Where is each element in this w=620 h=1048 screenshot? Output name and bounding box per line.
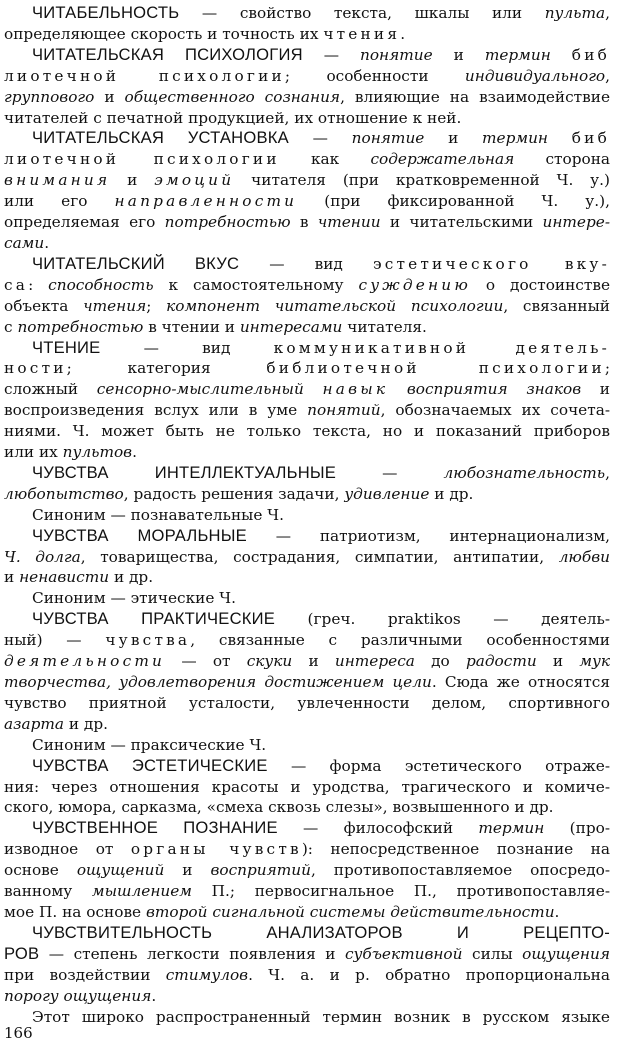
body-text: силы bbox=[462, 944, 523, 963]
emphasis-text: направленности bbox=[114, 192, 298, 211]
text-line bbox=[4, 484, 610, 505]
text-line bbox=[4, 233, 610, 254]
emphasis-text: понятий bbox=[307, 401, 381, 420]
body-text bbox=[548, 129, 572, 147]
text-line bbox=[4, 567, 610, 588]
emphasis-text: восприятия знаков bbox=[406, 380, 582, 399]
text-line bbox=[4, 839, 610, 860]
text-line bbox=[4, 128, 610, 149]
body-text: и bbox=[164, 861, 211, 880]
text-line bbox=[4, 630, 610, 651]
emphasis-text: любопытство bbox=[4, 484, 124, 503]
headword: ЧУВСТВЕННОЕ ПОЗНАНИЕ bbox=[32, 818, 278, 838]
emphasis-text: термин bbox=[482, 129, 549, 148]
body-text: и bbox=[94, 87, 125, 106]
body-text: , противопоставляемое опосредо- bbox=[310, 861, 610, 880]
emphasis-text: лиотечной психологии bbox=[4, 150, 280, 169]
body-text: до bbox=[414, 652, 466, 671]
emphasis-text: азарта bbox=[4, 714, 64, 733]
text-line bbox=[4, 317, 610, 338]
text-line bbox=[4, 902, 610, 923]
emphasis-text: восприятий bbox=[210, 861, 311, 880]
body-text: ; категория bbox=[66, 359, 267, 378]
emphasis-text: творчества, удовлетворения достижением цели bbox=[4, 673, 432, 691]
emphasis-text: чтении bbox=[317, 213, 381, 232]
body-text: — вид bbox=[239, 254, 373, 273]
emphasis-text: интереса bbox=[334, 652, 415, 671]
body-text: — форма эстетического отраже- bbox=[267, 756, 610, 775]
body-text: о достоинстве bbox=[471, 275, 610, 294]
body-text: ния: через отношения красоты и уродства, трагического и комиче- bbox=[4, 777, 610, 796]
body-text: ; особенности bbox=[284, 66, 465, 85]
emphasis-text: мук bbox=[579, 652, 610, 671]
body-text: — bbox=[302, 45, 360, 64]
emphasis-text: порогу ощущения bbox=[4, 986, 152, 1005]
emphasis-text: са bbox=[4, 275, 29, 294]
emphasis-text: общественного сознания bbox=[124, 87, 341, 106]
text-line bbox=[4, 149, 610, 170]
emphasis-text: эстетического вку- bbox=[372, 254, 610, 273]
body-text: основе bbox=[4, 861, 77, 880]
body-text: и bbox=[4, 568, 20, 587]
body-text: определяемая его bbox=[4, 213, 165, 232]
body-text: как bbox=[279, 150, 371, 169]
body-text: и читательскими bbox=[380, 213, 543, 232]
body-text: П.; первосигнальное П., противопоставляе- bbox=[192, 882, 610, 901]
text-line bbox=[4, 651, 610, 672]
emphasis-text: внимания bbox=[4, 171, 111, 190]
emphasis-text: чтения bbox=[323, 24, 401, 43]
body-text: изводное от bbox=[4, 840, 131, 859]
body-text: , bbox=[605, 463, 610, 482]
body-text: , связанный bbox=[503, 296, 610, 315]
body-text: , товарищества, сострадания, симпатии, антипатии, bbox=[80, 547, 559, 566]
body-text: , связанные с различными особенностями bbox=[190, 631, 610, 650]
text-line bbox=[4, 860, 610, 881]
emphasis-text: ности bbox=[4, 359, 67, 378]
body-text: и bbox=[110, 171, 155, 190]
body-text bbox=[304, 380, 323, 398]
text-line bbox=[4, 170, 610, 191]
body-text: , bbox=[605, 66, 610, 85]
body-text: — патриотизм, интернационализм, bbox=[246, 526, 610, 545]
body-text: , влияющие на взаимодействие bbox=[340, 87, 610, 106]
emphasis-text: понятие bbox=[360, 45, 433, 64]
text-line bbox=[4, 965, 610, 986]
body-text: при воздействии bbox=[4, 965, 166, 984]
body-text: Этот широко распространенный термин возник в русском языке bbox=[32, 1007, 610, 1026]
text-line bbox=[4, 45, 610, 66]
body-text: читателя. bbox=[342, 317, 427, 336]
body-text: — bbox=[288, 129, 352, 148]
emphasis-text: потребностью bbox=[164, 213, 291, 232]
body-text: сторона bbox=[514, 150, 610, 169]
text-line bbox=[4, 881, 610, 902]
body-text: . bbox=[151, 986, 157, 1005]
emphasis-text: термин bbox=[478, 819, 545, 838]
emphasis-text: библиотечной психологии bbox=[266, 359, 605, 378]
text-line bbox=[4, 588, 610, 609]
emphasis-text: содержательная bbox=[370, 150, 515, 169]
body-text: Синоним — праксические Ч. bbox=[32, 735, 267, 754]
page-number: 166 bbox=[4, 1024, 33, 1042]
body-text: ; bbox=[146, 296, 167, 315]
body-text: в чтении и bbox=[143, 317, 240, 336]
emphasis-text: эмоций bbox=[154, 171, 235, 190]
emphasis-text: мышлением bbox=[91, 882, 192, 901]
text-line bbox=[4, 400, 610, 421]
emphasis-text: суждению bbox=[358, 275, 472, 294]
text-line bbox=[4, 609, 610, 630]
emphasis-text: навык bbox=[322, 380, 389, 399]
emphasis-text: органы чувств bbox=[130, 840, 302, 859]
text-line bbox=[4, 944, 610, 965]
body-text: : bbox=[28, 275, 49, 294]
text-line bbox=[4, 275, 610, 296]
headword: ЧТЕНИЕ bbox=[32, 337, 101, 357]
body-text: объекта bbox=[4, 296, 84, 315]
emphasis-text: пультов bbox=[62, 443, 133, 462]
body-text bbox=[551, 46, 572, 64]
headword: ЧУВСТВА МОРАЛЬНЫЕ bbox=[32, 525, 247, 545]
text-line bbox=[4, 986, 610, 1007]
dictionary-text bbox=[4, 3, 610, 1027]
emphasis-text: чувства bbox=[105, 631, 191, 650]
body-text: . Сюда же относятся bbox=[431, 673, 610, 691]
emphasis-text: сенсорно-мыслительный bbox=[96, 380, 304, 399]
body-text: и bbox=[424, 129, 483, 148]
body-text: , bbox=[605, 4, 610, 22]
text-line bbox=[4, 87, 610, 108]
text-line bbox=[4, 108, 610, 129]
body-text: ): непосредственное познание на bbox=[301, 840, 610, 859]
body-text: определяющее скорость и точность их bbox=[4, 24, 324, 43]
emphasis-text: потребностью bbox=[17, 317, 144, 336]
emphasis-text: чтения bbox=[83, 296, 147, 315]
emphasis-text: компонент читательской психологии bbox=[166, 296, 504, 315]
emphasis-text: интересами bbox=[239, 317, 343, 336]
text-line bbox=[4, 463, 610, 484]
emphasis-text: интере- bbox=[542, 213, 610, 232]
emphasis-text: субъективной bbox=[344, 944, 463, 963]
body-text: читателя (при кратковременной Ч. у.) bbox=[234, 171, 610, 190]
emphasis-text: термин bbox=[484, 45, 551, 64]
emphasis-text: ненависти bbox=[19, 568, 110, 587]
text-line bbox=[4, 777, 610, 798]
body-text: — философский bbox=[277, 819, 479, 838]
body-text: и др. bbox=[109, 568, 154, 587]
text-line bbox=[4, 254, 610, 275]
body-text: и др. bbox=[64, 714, 108, 733]
text-line bbox=[4, 358, 610, 379]
text-line bbox=[4, 191, 610, 212]
body-text: — степень легкости появления и bbox=[39, 944, 345, 963]
text-line bbox=[4, 421, 610, 442]
body-text: чувство приятной усталости, увлеченности делом, спортивного bbox=[4, 693, 610, 712]
body-text: с bbox=[4, 317, 18, 336]
headword: ЧУВСТВА ПРАКТИЧЕСКИЕ bbox=[32, 609, 276, 629]
body-text: и bbox=[536, 652, 580, 671]
emphasis-text: ощущения bbox=[522, 944, 610, 963]
emphasis-text: ощущений bbox=[76, 861, 165, 880]
body-text: , радость решения задачи, bbox=[123, 484, 345, 503]
text-line bbox=[4, 818, 610, 839]
text-line bbox=[4, 379, 610, 400]
emphasis-text: Ч. долга bbox=[4, 547, 81, 566]
headword: ЧУВСТВИТЕЛЬНОСТЬ АНАЛИЗАТОРОВ И РЕЦЕПТО- bbox=[32, 922, 610, 942]
body-text: к самостоятельному bbox=[153, 275, 359, 294]
text-line bbox=[4, 714, 610, 735]
text-line bbox=[4, 66, 610, 87]
emphasis-text: биб bbox=[571, 129, 610, 148]
emphasis-text: любознательность bbox=[443, 463, 606, 482]
body-text: (при фиксированной Ч. у.), bbox=[297, 192, 610, 211]
emphasis-text: группового bbox=[4, 87, 95, 106]
body-text: . bbox=[44, 233, 50, 252]
text-line bbox=[4, 923, 610, 944]
body-text: Синоним — познавательные Ч. bbox=[32, 505, 284, 524]
text-line bbox=[4, 547, 610, 568]
emphasis-text: понятие bbox=[351, 129, 425, 148]
emphasis-text: удивление bbox=[344, 484, 430, 503]
body-text: читателей с печатной продукцией, их отношение к ней. bbox=[4, 108, 462, 127]
body-text: и bbox=[581, 380, 610, 399]
emphasis-text: биб bbox=[571, 45, 610, 64]
body-text: и др. bbox=[429, 484, 474, 503]
body-text: ского, юмора, сарказма, «смеха сквозь слезы», возвышенного и др. bbox=[4, 798, 554, 817]
text-line bbox=[4, 693, 610, 714]
body-text: . bbox=[554, 902, 560, 921]
body-text: ; bbox=[604, 359, 610, 378]
body-text: или их bbox=[4, 443, 63, 462]
emphasis-text: пульта bbox=[544, 4, 606, 22]
emphasis-text: сами bbox=[4, 233, 45, 252]
text-line bbox=[4, 756, 610, 777]
text-line bbox=[4, 212, 610, 233]
emphasis-text: индивидуального bbox=[464, 66, 606, 85]
body-text: воспроизведения вслух или в уме bbox=[4, 401, 308, 420]
text-line bbox=[4, 296, 610, 317]
body-text: — вид bbox=[100, 338, 274, 357]
body-text: — свойство текста, шкалы или bbox=[179, 4, 545, 22]
body-text: (греч. praktikos — деятель- bbox=[275, 610, 610, 629]
text-line bbox=[4, 672, 610, 693]
body-text: ниями. Ч. может быть не только текста, но и показаний приборов bbox=[4, 422, 610, 441]
headword: ЧИТАТЕЛЬСКАЯ УСТАНОВКА bbox=[32, 128, 289, 148]
body-text: , обозначаемых их сочета- bbox=[380, 401, 610, 420]
headword: ЧУВСТВА ЭСТЕТИЧЕСКИЕ bbox=[32, 755, 268, 775]
body-text: . bbox=[132, 443, 137, 462]
emphasis-text: коммуникативной деятель- bbox=[273, 338, 610, 357]
entry-text bbox=[4, 3, 610, 1027]
headword: ЧИТАБЕЛЬНОСТЬ bbox=[32, 3, 180, 22]
body-text: . bbox=[400, 24, 406, 43]
body-text: — bbox=[336, 463, 444, 482]
emphasis-text: любви bbox=[558, 547, 610, 566]
body-text: . Ч. а. и р. обратно пропорциональна bbox=[248, 965, 610, 984]
text-line bbox=[4, 1007, 610, 1028]
text-line bbox=[4, 24, 610, 45]
text-line bbox=[4, 338, 610, 359]
emphasis-text: скуки bbox=[246, 652, 293, 671]
headword: ЧУВСТВА ИНТЕЛЛЕКТУАЛЬНЫЕ bbox=[32, 462, 337, 482]
body-text: в bbox=[290, 213, 318, 232]
body-text: и bbox=[292, 652, 335, 671]
body-text: (про- bbox=[544, 819, 610, 838]
body-text: Синоним — этические Ч. bbox=[32, 589, 236, 608]
body-text: мое П. на основе bbox=[4, 902, 146, 921]
body-text: и bbox=[432, 45, 485, 64]
body-text bbox=[388, 380, 407, 398]
body-text: — от bbox=[165, 652, 247, 671]
text-line bbox=[4, 505, 610, 526]
emphasis-text: радости bbox=[465, 652, 537, 671]
body-text: или его bbox=[4, 192, 115, 211]
emphasis-text: способность bbox=[48, 275, 154, 294]
headword: РОВ bbox=[4, 943, 40, 963]
emphasis-text: второй сигнальной системы действительности bbox=[145, 902, 555, 921]
headword: ЧИТАТЕЛЬСКАЯ ПСИХОЛОГИЯ bbox=[32, 44, 303, 64]
body-text: ный) — bbox=[4, 631, 106, 650]
text-line bbox=[4, 797, 610, 818]
text-line bbox=[4, 442, 610, 463]
text-line bbox=[4, 526, 610, 547]
emphasis-text: стимулов bbox=[165, 965, 249, 984]
body-text: ванному bbox=[4, 882, 92, 901]
emphasis-text: деятельности bbox=[4, 652, 166, 671]
text-line bbox=[4, 735, 610, 756]
body-text: сложный bbox=[4, 380, 97, 399]
headword: ЧИТАТЕЛЬСКИЙ ВКУС bbox=[32, 253, 240, 273]
emphasis-text: лиотечной психологии bbox=[4, 66, 285, 85]
text-line bbox=[4, 3, 610, 24]
